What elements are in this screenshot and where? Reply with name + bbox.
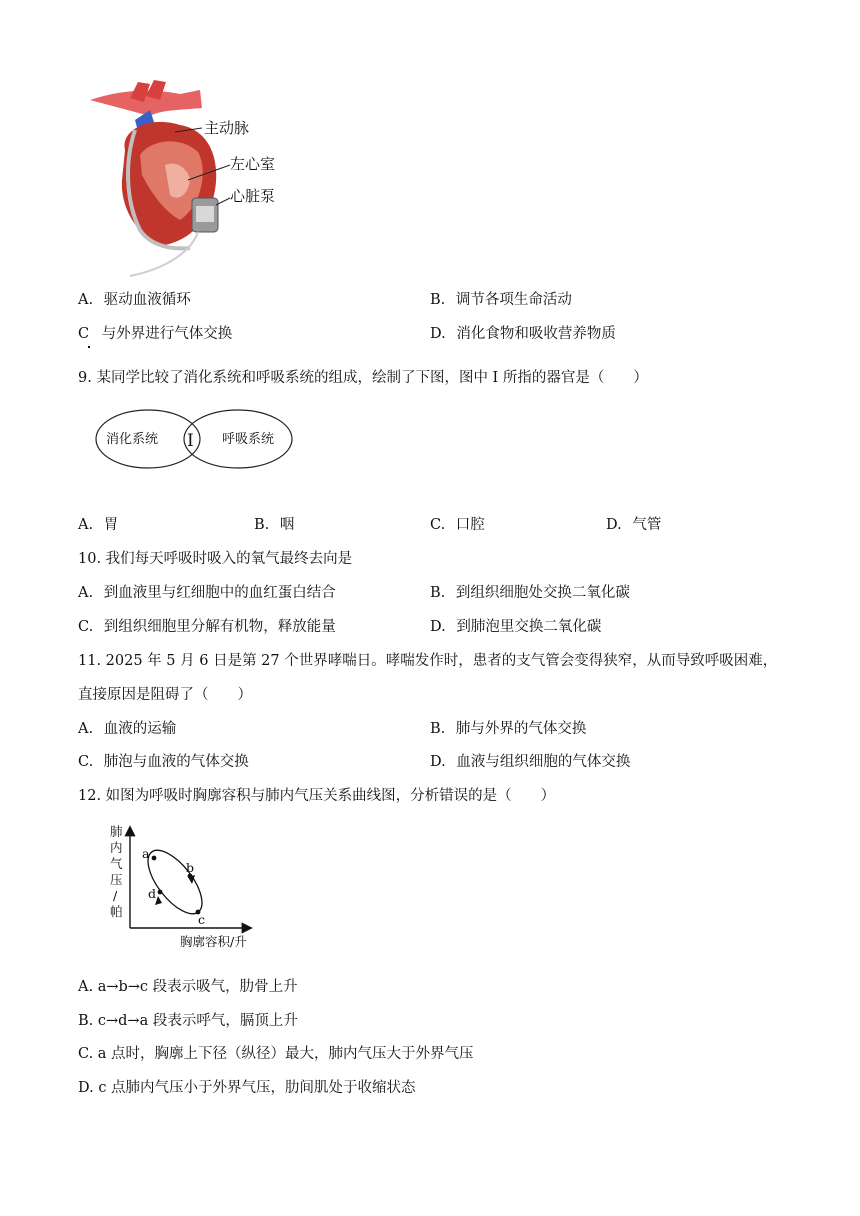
q11-option-a-letter: A. [78,721,94,737]
q10-option-c-letter: C. [78,619,94,635]
q8-option-b-letter: B. [430,292,446,308]
y-label-char-3: 气 [110,856,123,871]
q8-option-a[interactable] [78,290,191,310]
venn-label-respiratory: 呼吸系统 [222,432,275,447]
label-left-ventricle: 左心室 [230,155,276,173]
q10-option-c[interactable] [78,617,336,637]
q11-option-b-letter: B. [430,721,446,737]
q9-option-b-text: 咽 [279,517,295,533]
q8-option-a-text: 驱动血液循环 [103,292,191,308]
q12-option-c[interactable]: C. a 点时，胸廓上下径（纵径）最大，肺内气压大于外界气压 [78,1046,474,1062]
q10-option-b[interactable] [430,583,630,603]
q11-option-d-letter: D. [430,754,446,770]
q11-stem-line1: 11. 2025 年 5 月 6 日是第 27 个世界哮喘日。哮喘发作时，患者的支气管会变得狭窄，从而导致呼吸困难， [78,653,778,669]
q10-option-d-text: 到肺泡里交换二氧化碳 [456,619,602,635]
label-aorta: 主动脉 [204,119,250,137]
q10-option-d[interactable] [430,617,601,637]
q8-option-a-letter: A. [78,292,94,308]
y-label-char-5: / [113,888,118,903]
venn-label-intersection: I [187,431,194,451]
q10-option-b-text: 到组织细胞处交换二氧化碳 [455,585,630,601]
point-label-c: c [198,912,206,927]
q9-option-d[interactable] [606,515,661,535]
q10-option-d-letter: D. [430,619,446,635]
q8-option-c-text: 与外界进行气体交换 [101,326,233,342]
q10-stem: 10. 我们每天呼吸时吸入的氧气最终去向是 [78,551,353,567]
q8-option-d-text: 消化食物和吸收营养物质 [456,326,616,342]
q11-option-d-text: 血液与组织细胞的气体交换 [456,754,631,770]
q8-option-d-letter: D. [430,326,446,342]
q9-option-d-text: 气管 [632,517,662,533]
point-label-b: b [186,860,195,875]
q9-option-d-letter: D. [606,517,622,533]
venn-diagram [90,406,300,476]
y-label-char-2: 内 [110,840,123,855]
heart-pump-figure [80,80,300,280]
q10-option-a-letter: A. [78,585,94,601]
q8-option-b-text: 调节各项生命活动 [455,292,572,308]
point-label-a: a [142,846,150,861]
q8-option-c-letter: C [78,326,90,342]
pressure-volume-graph [100,820,270,955]
q11-option-c-letter: C. [78,754,94,770]
q11-option-b-text: 肺与外界的气体交换 [455,721,587,737]
q10-option-b-letter: B. [430,585,446,601]
y-label-char-4: 压 [110,872,123,887]
y-label-char-6: 帕 [110,904,123,919]
q9-option-a-letter: A. [78,517,94,533]
q11-stem-line2: 直接原因是阻碍了（ ） [78,687,252,703]
point-label-d: d [148,886,157,901]
q11-option-d[interactable] [430,752,630,772]
q10-option-c-text: 到组织细胞里分解有机物，释放能量 [103,619,336,635]
q8-option-d[interactable] [430,324,616,344]
q12-option-a[interactable]: A. a→b→c 段表示吸气，肋骨上升 [78,979,298,995]
q9-stem: 9. 某同学比较了消化系统和呼吸系统的组成，绘制了下图，图中 I 所指的器官是（ ） [78,370,648,386]
q8-option-b[interactable] [430,290,572,310]
q9-option-c[interactable] [430,515,485,535]
q11-option-c[interactable] [78,752,249,772]
q9-option-c-text: 口腔 [455,517,485,533]
q10-option-a[interactable] [78,583,336,603]
q10-option-a-text: 到血液里与红细胞中的血红蛋白结合 [103,585,336,601]
y-label-char-1: 肺 [110,824,123,839]
q12-stem: 12. 如图为呼吸时胸廓容积与肺内气压关系曲线图，分析错误的是（ ） [78,788,556,804]
q12-option-b[interactable]: B. c→d→a 段表示呼气，膈顶上升 [78,1013,298,1029]
q8-option-c[interactable] [78,324,232,344]
venn-label-digestive: 消化系统 [106,432,159,447]
q9-option-c-letter: C. [430,517,446,533]
stray-dot [88,346,90,348]
q9-option-b[interactable] [254,515,294,535]
q11-option-c-text: 肺泡与血液的气体交换 [103,754,249,770]
q9-option-a[interactable] [78,515,118,535]
label-heart-pump: 心脏泵 [230,187,276,205]
q11-option-b[interactable] [430,719,586,739]
q9-option-a-text: 胃 [103,517,119,533]
x-axis-label: 胸廓容积/升 [180,934,247,949]
q12-option-d[interactable]: D. c 点肺内气压小于外界气压，肋间肌处于收缩状态 [78,1080,416,1096]
q11-option-a[interactable] [78,719,176,739]
q9-option-b-letter: B. [254,517,270,533]
q11-option-a-text: 血液的运输 [103,721,177,737]
